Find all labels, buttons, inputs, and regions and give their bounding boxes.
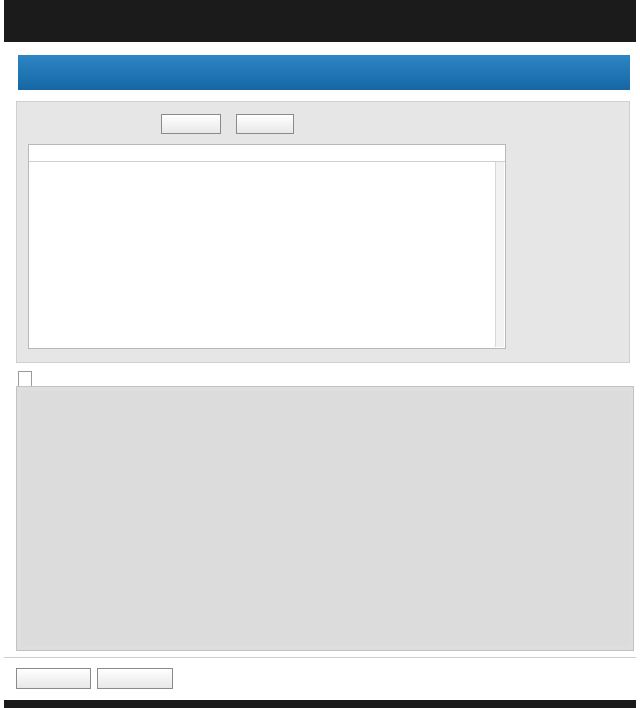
footer-divider [4, 657, 636, 658]
surprise-gauge-dial [509, 112, 627, 174]
surprise-gauge [509, 112, 627, 192]
gauges [509, 112, 627, 362]
back-button[interactable] [16, 668, 91, 689]
footer-bar [4, 700, 636, 708]
selection-bar [18, 55, 630, 90]
association-graph [21, 391, 629, 646]
recipes-table [28, 144, 506, 349]
pairing-gauge [509, 272, 627, 352]
pleasantness-gauge [509, 192, 627, 272]
ingredient-associations-panel [16, 386, 634, 651]
table-scrollbar[interactable] [495, 162, 504, 347]
pleasantness-gauge-dial [509, 192, 627, 254]
copy-button[interactable] [161, 114, 221, 134]
table-header [29, 145, 505, 162]
association-graph-area [21, 391, 629, 646]
generated-recipes-panel [16, 101, 630, 363]
filter-button[interactable] [236, 114, 294, 134]
app-header [4, 0, 636, 42]
pairing-gauge-dial [509, 272, 627, 334]
start-over-button[interactable] [97, 668, 173, 689]
